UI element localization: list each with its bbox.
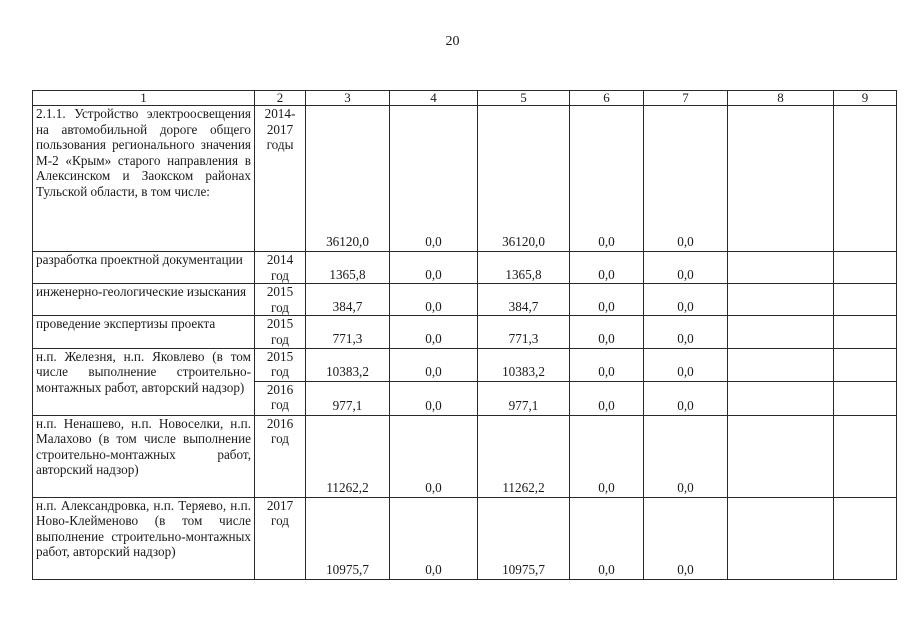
cell-value: 0,0 (644, 316, 728, 348)
cell-value: 0,0 (390, 284, 478, 316)
row-year: 2015 год (255, 316, 306, 348)
cell-value: 0,0 (390, 316, 478, 348)
cell-value: 977,1 (306, 381, 390, 415)
cell-value: 11262,2 (478, 415, 570, 497)
cell-value: 0,0 (644, 381, 728, 415)
row-description: проведение экспертизы проекта (33, 316, 255, 348)
row-year: 2016 год (255, 381, 306, 415)
empty-cell (728, 284, 834, 316)
page-number: 20 (445, 34, 460, 49)
cell-value: 0,0 (570, 497, 644, 579)
table-row (33, 252, 897, 284)
table-row (33, 284, 897, 316)
cell-value: 0,0 (570, 252, 644, 284)
cell-value: 10975,7 (478, 497, 570, 579)
table-row (33, 316, 897, 348)
empty-cell (834, 497, 897, 579)
row-year: 2014-2017 годы (255, 106, 306, 252)
cell-value: 0,0 (390, 348, 478, 381)
row-description: н.п. Ненашево, н.п. Новоселки, н.п. Малахово (в том числе выполнение строительно-монтажных работ, авторский надзор) (33, 415, 255, 497)
cell-value: 0,0 (390, 381, 478, 415)
empty-cell (728, 415, 834, 497)
column-header: 2 (255, 91, 306, 106)
row-description: разработка проектной документации (33, 252, 255, 284)
column-header: 4 (390, 91, 478, 106)
cell-value: 0,0 (390, 252, 478, 284)
cell-value: 0,0 (644, 106, 728, 252)
cell-value: 0,0 (570, 316, 644, 348)
column-header: 8 (728, 91, 834, 106)
column-header: 7 (644, 91, 728, 106)
empty-cell (728, 348, 834, 381)
column-header: 3 (306, 91, 390, 106)
cell-value: 0,0 (644, 252, 728, 284)
cell-value: 10383,2 (306, 348, 390, 381)
row-description: н.п. Железня, н.п. Яковлево (в том числе выполнение строительно-монтажных работ, авторский надзор) (33, 348, 255, 415)
column-header: 6 (570, 91, 644, 106)
cell-value: 0,0 (390, 497, 478, 579)
row-description: инженерно-геологические изыскания (33, 284, 255, 316)
empty-cell (728, 381, 834, 415)
cell-value: 1365,8 (306, 252, 390, 284)
empty-cell (834, 284, 897, 316)
cell-value: 10975,7 (306, 497, 390, 579)
table-row (33, 348, 897, 381)
cell-value: 0,0 (570, 106, 644, 252)
row-description: н.п. Александровка, н.п. Теряево, н.п. Ново-Клейменово (в том числе выполнение строительно-монтажных работ, авторский надзор) (33, 497, 255, 579)
cell-value: 36120,0 (478, 106, 570, 252)
empty-cell (834, 316, 897, 348)
row-description: 2.1.1. Устройство электроосвещения на автомобильной дороге общего пользования регионального значения М-2 «Крым» старого направления в Алексинском и Заокском районах Тульской области, в том числе: (33, 106, 255, 252)
cell-value: 384,7 (306, 284, 390, 316)
cell-value: 0,0 (644, 497, 728, 579)
empty-cell (728, 106, 834, 252)
cell-value: 0,0 (570, 348, 644, 381)
table-row (33, 497, 897, 579)
cell-value: 0,0 (570, 381, 644, 415)
budget-table (32, 90, 897, 580)
empty-cell (834, 106, 897, 252)
column-header: 5 (478, 91, 570, 106)
cell-value: 0,0 (570, 284, 644, 316)
cell-value: 0,0 (644, 415, 728, 497)
empty-cell (728, 497, 834, 579)
empty-cell (834, 252, 897, 284)
cell-value: 771,3 (478, 316, 570, 348)
empty-cell (834, 348, 897, 381)
cell-value: 0,0 (570, 415, 644, 497)
cell-value: 0,0 (644, 348, 728, 381)
row-year: 2015 год (255, 284, 306, 316)
cell-value: 771,3 (306, 316, 390, 348)
row-year: 2014 год (255, 252, 306, 284)
cell-value: 11262,2 (306, 415, 390, 497)
empty-cell (834, 381, 897, 415)
cell-value: 0,0 (390, 106, 478, 252)
cell-value: 0,0 (390, 415, 478, 497)
cell-value: 384,7 (478, 284, 570, 316)
cell-value: 1365,8 (478, 252, 570, 284)
column-header: 1 (33, 91, 255, 106)
column-header: 9 (834, 91, 897, 106)
table-row (33, 415, 897, 497)
cell-value: 36120,0 (306, 106, 390, 252)
cell-value: 977,1 (478, 381, 570, 415)
row-year: 2016 год (255, 415, 306, 497)
cell-value: 0,0 (644, 284, 728, 316)
empty-cell (728, 316, 834, 348)
empty-cell (834, 415, 897, 497)
cell-value: 10383,2 (478, 348, 570, 381)
row-year: 2015 год (255, 348, 306, 381)
table-row (33, 106, 897, 252)
row-year: 2017 год (255, 497, 306, 579)
column-number-row (33, 91, 897, 106)
empty-cell (728, 252, 834, 284)
